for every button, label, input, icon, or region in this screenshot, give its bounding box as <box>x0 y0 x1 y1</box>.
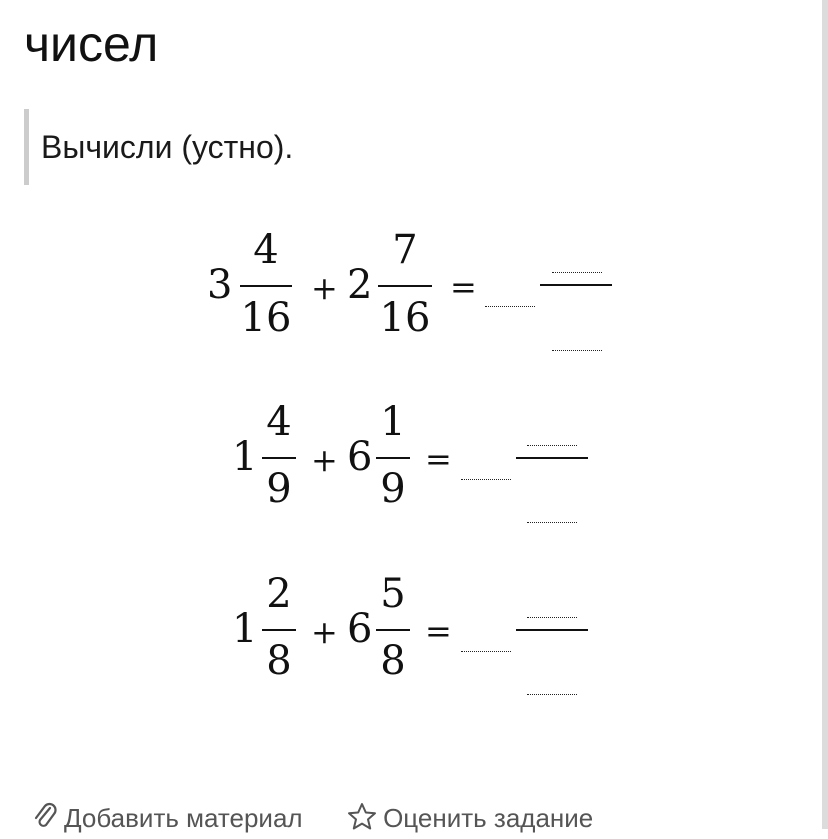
eq2-answer-denominator-blank[interactable] <box>527 522 577 523</box>
eq3-b-denominator: 8 <box>380 638 406 684</box>
eq1-plus-sign: + <box>311 269 338 307</box>
eq2-b-denominator: 9 <box>380 466 406 512</box>
eq1-b-numerator: 7 <box>392 227 418 273</box>
eq1-answer-fraction-bar <box>540 284 612 286</box>
add-material-label: Добавить материал <box>64 803 303 833</box>
eq3-plus-sign: + <box>311 613 338 651</box>
eq2-a-denominator: 9 <box>266 466 292 512</box>
task-instruction: Вычисли (устно). <box>41 129 294 165</box>
eq3-answer-numerator-blank[interactable] <box>527 617 577 618</box>
eq1-a-denominator: 16 <box>240 295 292 341</box>
eq3-b-numerator: 5 <box>380 571 406 617</box>
eq3-b-whole: 6 <box>347 606 373 652</box>
eq1-a-fraction-bar <box>240 285 292 287</box>
eq1-equals-sign: = <box>450 268 477 306</box>
eq3-answer-whole-blank[interactable] <box>461 651 511 652</box>
eq1-answer-denominator-blank[interactable] <box>552 350 602 351</box>
eq1-b-denominator: 16 <box>379 295 431 341</box>
eq2-equals-sign: = <box>425 440 452 478</box>
eq2-a-whole: 1 <box>232 434 258 480</box>
paperclip-icon <box>32 802 58 839</box>
eq1-answer-whole-blank[interactable] <box>485 306 535 307</box>
eq2-b-fraction-bar <box>376 457 410 459</box>
eq1-b-whole: 2 <box>347 262 373 308</box>
eq3-equals-sign: = <box>425 612 452 650</box>
eq2-a-numerator: 4 <box>266 399 292 445</box>
page-title: чисел <box>24 16 159 72</box>
eq2-answer-numerator-blank[interactable] <box>527 445 577 446</box>
eq1-answer-numerator-blank[interactable] <box>552 272 602 273</box>
eq3-a-numerator: 2 <box>266 571 292 617</box>
rate-task-label: Оценить задание <box>383 803 594 833</box>
eq2-answer-whole-blank[interactable] <box>461 479 511 480</box>
eq1-a-numerator: 4 <box>253 227 279 273</box>
page-right-border <box>822 0 828 829</box>
eq2-answer-fraction-bar <box>516 457 588 459</box>
eq1-b-fraction-bar <box>378 285 432 287</box>
star-icon <box>347 802 377 839</box>
quote-bar <box>24 109 29 185</box>
eq1-a-whole: 3 <box>207 262 233 308</box>
eq3-b-fraction-bar <box>376 629 410 631</box>
eq2-a-fraction-bar <box>262 457 296 459</box>
eq3-a-fraction-bar <box>262 629 296 631</box>
eq2-b-whole: 6 <box>347 434 373 480</box>
eq2-plus-sign: + <box>311 441 338 479</box>
eq3-a-denominator: 8 <box>266 638 292 684</box>
eq3-answer-fraction-bar <box>516 629 588 631</box>
eq3-answer-denominator-blank[interactable] <box>527 694 577 695</box>
footer-actions <box>32 800 593 839</box>
eq2-b-numerator: 1 <box>380 399 406 445</box>
eq3-a-whole: 1 <box>232 606 258 652</box>
